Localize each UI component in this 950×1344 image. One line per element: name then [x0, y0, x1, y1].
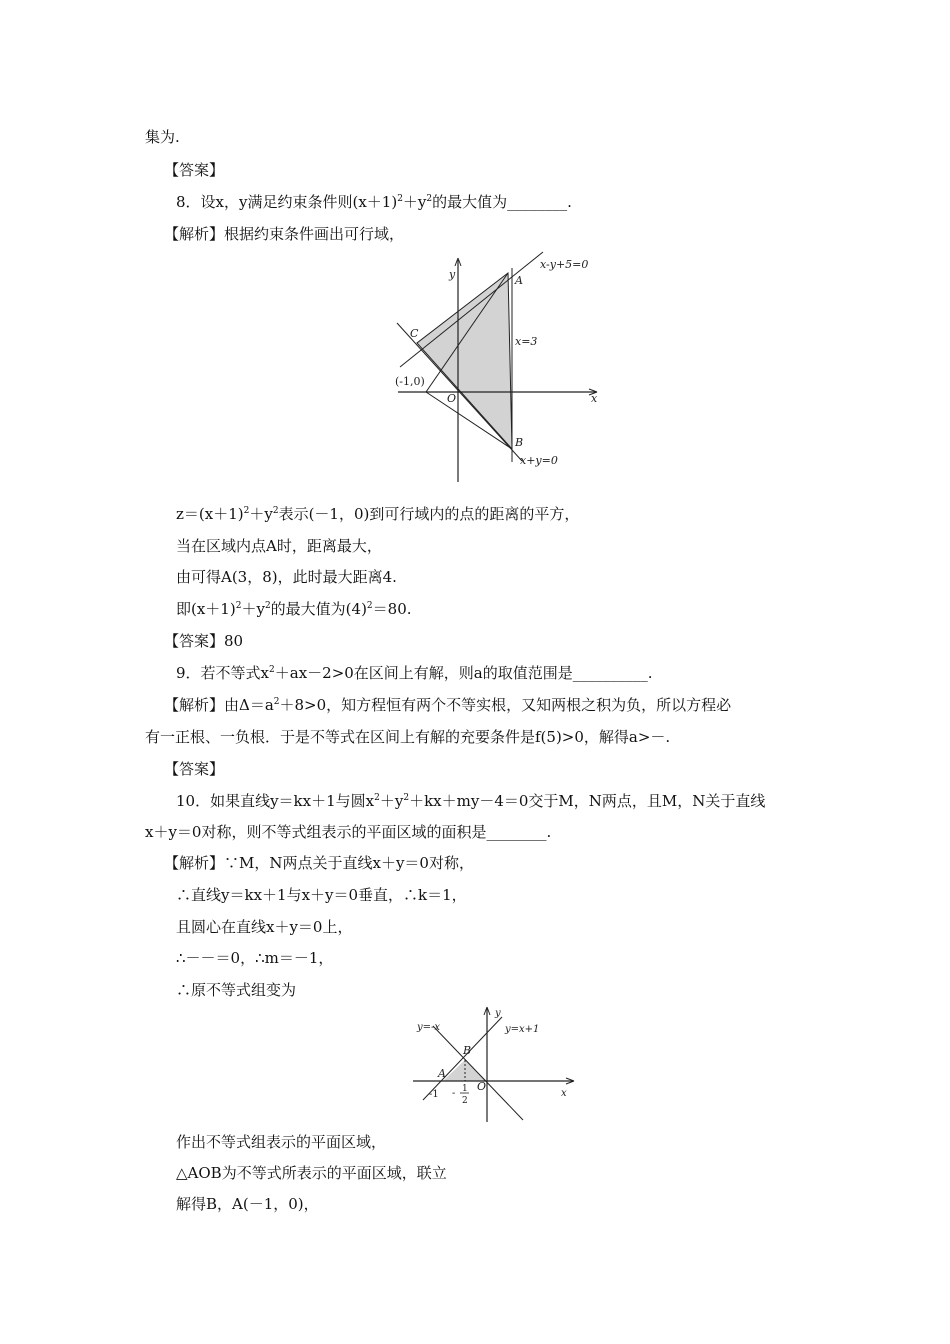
fig2-point-b: B: [463, 1044, 472, 1057]
figure-feasible-region-1: [380, 246, 620, 482]
fig2-tick-neg-sign: -: [452, 1088, 456, 1099]
analysis-8-line-1: $z=(x+1)^2+y^2$表示(－1，0)到可行域内的点的距离的平方，: [176, 505, 580, 523]
answer-label-9: 【答案】: [164, 760, 225, 778]
analysis-8-line-3: 由可得A(3，8)，此时最大距离4.: [176, 568, 397, 586]
analysis-8-line-4: 即$(x+1)^2+y^2$的最大值为$(4)^2=80$.: [176, 600, 412, 618]
fig1-point-c: C: [410, 327, 419, 340]
fig2-tick-half-den: 2: [462, 1096, 468, 1106]
fig2-point-a: A: [438, 1067, 446, 1080]
fig1-point-b: B: [515, 436, 524, 449]
fig1-origin: O: [447, 392, 457, 405]
fig2-tick-neg1: -1: [429, 1089, 439, 1100]
fig2-x-label: x: [561, 1088, 567, 1099]
analysis-10-line-6: 作出不等式组表示的平面区域，: [176, 1133, 387, 1151]
analysis-10-line-7: △AOB为不等式所表示的平面区域，联立: [176, 1164, 447, 1182]
figure-feasible-region-2: [405, 1006, 585, 1124]
analysis-10-line-4: ∴－－＝0，∴m＝－1，: [176, 949, 334, 967]
analysis-9-line-2: 有一正根、一负根．于是不等式在区间上有解的充要条件是f(5)>0，解得a>－.: [145, 728, 671, 746]
question-10-line-2: x＋y＝0对称，则不等式组表示的平面区域的面积是________.: [145, 823, 552, 841]
fig2-origin: O: [477, 1080, 487, 1093]
analysis-9-line-1: 【解析】由$\Delta=a^2+8>0$，知方程恒有两个不等实根，又知两根之积为负，所以方程必: [164, 696, 732, 714]
fig1-point-a: A: [515, 274, 523, 287]
fig1-line-label-2: x=3: [515, 335, 538, 348]
fig1-line-label-1: x-y+5=0: [540, 258, 589, 271]
fig1-point-neg1: (-1,0): [395, 375, 425, 388]
text-line-1: 集为.: [145, 128, 180, 146]
fig2-line-label-1: y=-x: [417, 1022, 441, 1033]
analysis-10-line-1: 【解析】∵M，N两点关于直线x＋y＝0对称，: [164, 854, 474, 872]
analysis-10-line-2: ∴直线y＝kx＋1与x＋y＝0垂直，∴k＝1，: [176, 886, 467, 904]
analysis-10-line-8: 解得B，A(－1，0)，: [176, 1195, 319, 1213]
fig1-x-label: x: [591, 392, 598, 405]
fig1-y-label: y: [449, 268, 456, 281]
answer-8: 【答案】80: [164, 632, 244, 650]
answer-label-7: 【答案】: [164, 161, 225, 179]
analysis-8-line-2: 当在区域内点A时，距离最大，: [176, 537, 382, 555]
question-10-line-1: 10．如果直线y＝kx＋1与圆$x^2+y^2+kx+my-4=0$交于M，N两点，且M，N关于直线: [176, 792, 766, 810]
question-9: 9．若不等式$x^2+ax-2>0$在区间上有解，则a的取值范围是__________.: [176, 664, 653, 682]
analysis-10-line-3: 且圆心在直线x＋y＝0上，: [176, 918, 353, 936]
fig2-tick-half-num: 1: [462, 1084, 468, 1094]
fig2-y-label: y: [495, 1008, 501, 1019]
fig2-line-label-2: y=x+1: [505, 1024, 540, 1035]
fig1-line-label-3: x+y=0: [520, 454, 558, 467]
question-8: 8．设x，y满足约束条件则$(x+1)^2+y^2$的最大值为________.: [176, 193, 572, 211]
analysis-8: 【解析】根据约束条件画出可行域，: [164, 225, 405, 243]
analysis-10-line-5: ∴原不等式组变为: [176, 981, 297, 999]
